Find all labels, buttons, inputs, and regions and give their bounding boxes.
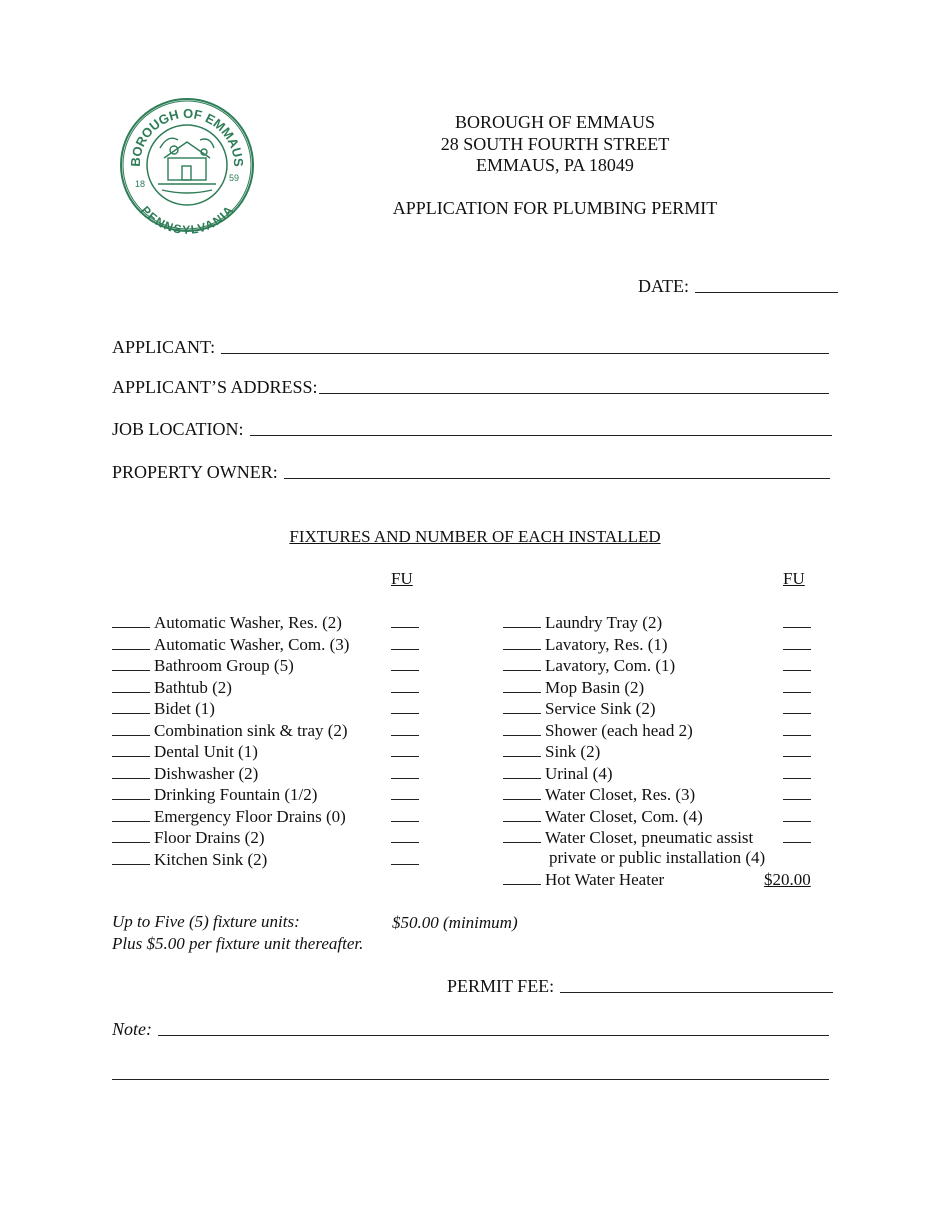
fu-blank[interactable]	[391, 677, 419, 693]
job-location-label: JOB LOCATION:	[112, 419, 244, 439]
fixture-label: Bidet (1)	[154, 699, 215, 718]
fixture-row	[503, 698, 655, 719]
fixture-row	[503, 806, 703, 827]
count-blank[interactable]	[503, 784, 541, 800]
seal-year-left: 18	[135, 179, 146, 189]
fu-blank[interactable]	[391, 741, 419, 757]
count-blank[interactable]	[503, 869, 541, 885]
fixture-row	[503, 827, 753, 848]
seal-bottom-text: PENNSYLVANIA	[138, 203, 236, 234]
fixture-label: Dental Unit (1)	[154, 742, 258, 761]
fixture-row	[112, 784, 317, 805]
count-blank[interactable]	[503, 698, 541, 714]
count-blank[interactable]	[112, 827, 150, 843]
fu-blank[interactable]	[391, 698, 419, 714]
permit-fee-label: PERMIT FEE:	[447, 976, 555, 996]
owner-line[interactable]	[284, 477, 830, 479]
fu-header-right: FU	[783, 569, 805, 588]
applicant-label: APPLICANT:	[112, 337, 216, 357]
pneumatic-continuation: private or public installation (4)	[549, 848, 766, 867]
date-field[interactable]	[638, 276, 838, 297]
applicant-field[interactable]	[112, 337, 829, 358]
count-blank[interactable]	[112, 741, 150, 757]
address-line[interactable]	[319, 392, 829, 394]
fu-blank[interactable]	[783, 784, 811, 800]
count-blank[interactable]	[503, 741, 541, 757]
seal-year-right: 59	[229, 173, 240, 183]
count-blank[interactable]	[112, 720, 150, 736]
fee-line-1: Up to Five (5) fixture units:	[112, 912, 300, 931]
fu-blank[interactable]	[391, 827, 419, 843]
fu-blank[interactable]	[783, 612, 811, 628]
fixture-row	[503, 784, 695, 805]
fixture-row	[112, 698, 215, 719]
fixture-label: Automatic Washer, Res. (2)	[154, 613, 342, 632]
count-blank[interactable]	[503, 677, 541, 693]
fu-blank[interactable]	[783, 806, 811, 822]
note-label: Note:	[112, 1019, 152, 1039]
header-street: 28 SOUTH FOURTH STREET	[440, 134, 670, 154]
fixture-row	[112, 720, 348, 741]
fixture-row	[112, 677, 232, 698]
fixture-row	[112, 763, 258, 784]
note-line[interactable]	[158, 1034, 829, 1036]
fixture-label: Lavatory, Res. (1)	[545, 634, 668, 654]
fixture-label: Dishwasher (2)	[154, 763, 259, 783]
owner-label: PROPERTY OWNER:	[112, 462, 278, 482]
count-blank[interactable]	[112, 698, 150, 714]
owner-field[interactable]	[112, 462, 830, 483]
fu-blank[interactable]	[783, 655, 811, 671]
fu-blank[interactable]	[783, 741, 811, 757]
fixture-label: Floor Drains (2)	[154, 828, 265, 847]
fixture-label: Lavatory, Com. (1)	[545, 656, 676, 675]
seal-emblem-icon	[158, 138, 216, 193]
fixture-row	[503, 634, 668, 655]
count-blank[interactable]	[112, 784, 150, 800]
count-blank[interactable]	[112, 655, 150, 671]
fixtures-heading: FIXTURES AND NUMBER OF EACH INSTALLED	[289, 527, 661, 546]
fixture-row	[503, 763, 613, 784]
address-field[interactable]	[112, 377, 829, 398]
count-blank[interactable]	[503, 827, 541, 843]
fu-blank[interactable]	[391, 806, 419, 822]
fu-blank[interactable]	[391, 849, 419, 865]
fixture-row	[503, 741, 600, 762]
count-blank[interactable]	[503, 655, 541, 671]
fu-blank[interactable]	[783, 698, 811, 714]
permit-fee-field[interactable]	[447, 976, 833, 997]
fu-blank[interactable]	[783, 763, 811, 779]
fu-blank[interactable]	[391, 612, 419, 628]
borough-seal	[118, 96, 256, 234]
job-location-field[interactable]	[112, 419, 832, 440]
fixture-label: Water Closet, Res. (3)	[545, 785, 696, 804]
fu-blank[interactable]	[391, 720, 419, 736]
permit-fee-line[interactable]	[560, 991, 833, 993]
fu-header-left: FU	[391, 569, 413, 588]
fixture-label: Drinking Fountain (1/2)	[154, 785, 318, 804]
fee-line-1-price: $50.00 (minimum)	[392, 913, 518, 932]
fixture-label: Laundry Tray (2)	[545, 613, 663, 632]
fixture-label: Water Closet, Com. (4)	[545, 806, 703, 826]
header-org: BOROUGH OF EMMAUS	[454, 112, 656, 132]
fixture-label: Urinal (4)	[545, 763, 613, 783]
fixture-label: Sink (2)	[545, 742, 601, 761]
note-extra-line[interactable]	[112, 1078, 829, 1080]
fu-blank[interactable]	[783, 634, 811, 650]
count-blank[interactable]	[112, 634, 150, 650]
fu-blank[interactable]	[391, 634, 419, 650]
fixture-label: Shower (each head 2)	[545, 720, 693, 740]
date-line[interactable]	[695, 291, 838, 293]
note-field[interactable]	[112, 1019, 829, 1040]
fixture-label: Bathtub (2)	[154, 677, 232, 697]
date-label: DATE:	[638, 276, 689, 296]
fixture-row	[112, 849, 267, 870]
fixture-label: Mop Basin (2)	[545, 677, 645, 697]
fixture-row	[503, 655, 675, 676]
fixture-label: Hot Water Heater	[545, 870, 665, 889]
count-blank[interactable]	[503, 720, 541, 736]
count-blank[interactable]	[112, 612, 150, 628]
form-title: APPLICATION FOR PLUMBING PERMIT	[392, 198, 718, 218]
fu-blank[interactable]	[391, 655, 419, 671]
fixture-row	[112, 827, 264, 848]
fixture-label: Service Sink (2)	[545, 699, 656, 718]
count-blank[interactable]	[112, 763, 150, 779]
fu-blank[interactable]	[391, 763, 419, 779]
count-blank[interactable]	[112, 677, 150, 693]
applicant-line[interactable]	[221, 352, 829, 354]
fixture-row	[503, 677, 644, 698]
count-blank[interactable]	[503, 806, 541, 822]
job-location-line[interactable]	[250, 434, 832, 436]
fu-blank[interactable]	[391, 784, 419, 800]
fixture-label: Water Closet, pneumatic assist	[545, 828, 754, 847]
fixture-label: Bathroom Group (5)	[154, 656, 294, 675]
count-blank[interactable]	[503, 634, 541, 650]
fixture-row	[112, 655, 294, 676]
fixture-label: Automatic Washer, Com. (3)	[154, 634, 350, 654]
fixture-row	[112, 634, 349, 655]
fu-blank[interactable]	[783, 827, 811, 843]
fixture-label: Emergency Floor Drains (0)	[154, 806, 346, 826]
fixture-label: Combination sink & tray (2)	[154, 720, 348, 740]
count-blank[interactable]	[503, 763, 541, 779]
fixture-label: Kitchen Sink (2)	[154, 849, 268, 869]
header-city: EMMAUS, PA 18049	[476, 155, 634, 175]
count-blank[interactable]	[112, 806, 150, 822]
count-blank[interactable]	[112, 849, 150, 865]
fee-line-2: Plus $5.00 per fixture unit thereafter.	[112, 934, 364, 953]
address-label: APPLICANT’S ADDRESS:	[112, 377, 318, 397]
fu-blank[interactable]	[783, 677, 811, 693]
fixture-row	[503, 720, 693, 741]
fixture-row	[503, 612, 662, 633]
fixture-row	[112, 741, 258, 762]
seal-top-text: BOROUGH OF EMMAUS	[127, 105, 247, 168]
fixture-row	[112, 612, 342, 633]
fixture-row-hot-water-heater	[503, 869, 664, 890]
fu-blank[interactable]	[783, 720, 811, 736]
fixture-row	[112, 806, 346, 827]
count-blank[interactable]	[503, 612, 541, 628]
heater-price: $20.00	[764, 870, 811, 889]
